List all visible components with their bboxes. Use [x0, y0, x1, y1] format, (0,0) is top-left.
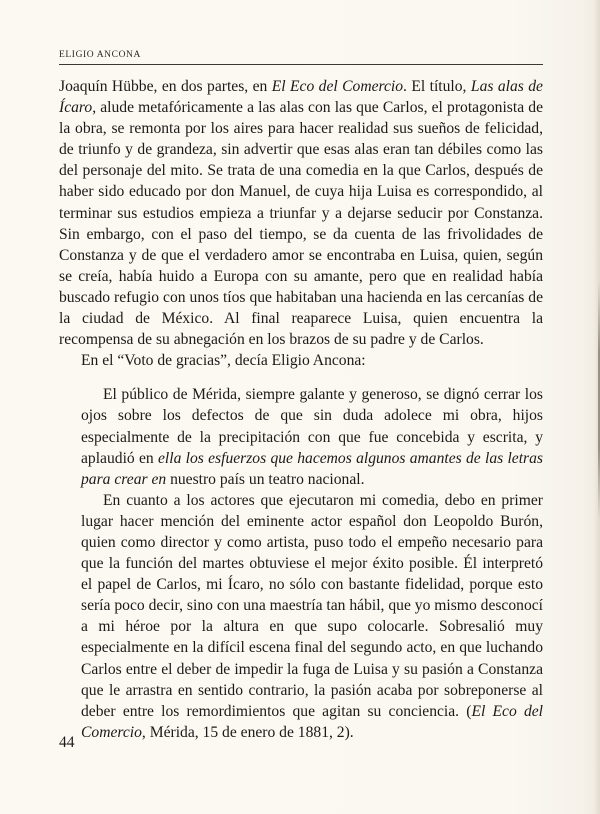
body-text [59, 76, 543, 743]
running-head: ELIGIO ANCONA [59, 50, 141, 60]
text-run: Joaquín Hübbe, en dos partes, en [59, 78, 272, 95]
text-run: El público de Mérida, siempre galante y generoso, se dignó cerrar los ojos sobre los defectos de que sin duda adolece mi obra, hijos especialmente de la precipitación con que fue concebida y escrita, y aplaudió en [81, 386, 543, 467]
quote-paragraph-2 [81, 490, 543, 743]
text-run: , alude metafóricamente a las alas con las que Carlos, el protagonista de la obra, se remonta por los aires para hacer realidad sus sueños de felicidad, de triunfo y de grandeza, sin advertir que esas alas eran tan débiles como las del personaje del mito. Se trata de una comedia en la que Carlos, después de haber sido educado por don Manuel, de cuya hija Luisa es correspondido, al terminar sus estudios empieza a triunfar y a dejarse seducir por Constanza. Sin embargo, con el paso del tiempo, se da cuenta de las frivolidades de Constanza y de que el verdadero amor se encontraba en Luisa, quien, según se creía, había huido a Europa con su amante, pero que en realidad había buscado refugio con unos tíos que habitaban una hacienda en las cercanías de la ciudad de México. Al final reaparece Luisa, quien encuentra la recompensa de su abnegación en los brazos de su padre y de Carlos. [59, 99, 543, 349]
text-run: nuestro país un teatro nacional. [166, 470, 365, 488]
italic-run: El Eco del Comercio [81, 702, 543, 741]
italic-run: ella los esfuerzos que hacemos algunos amantes de las letras para crear en [81, 449, 543, 488]
text-run: . El título, [403, 78, 471, 95]
italic-run: Las alas de Ícaro [59, 78, 543, 117]
page-number: 44 [59, 734, 75, 751]
italic-run: El Eco del Comercio [271, 78, 404, 95]
paragraph-1 [59, 76, 543, 350]
quote-paragraph-1 [81, 384, 543, 489]
text-run: En cuanto a los actores que ejecutaron mi comedia, debo en primer lugar hacer mención del eminente actor español don Leopoldo Burón, quien como director y como artista, puso todo el empeño necesario para que la función del martes obtuviese el mejor éxito posible. Él interpretó el papel de Carlos, mi Ícaro, no sólo con bastante fidelidad, porque esto sería poco decir, sino con una maestría tan hábil, que yo mismo desconocí a mi héroe por la altura en que supo colocarle. Sobresalió muy especialmente en la difícil escena final del segundo acto, en que luchando Carlos entre el deber de impedir la fuga de Luisa y su pasión a Constanza que le arrastra en sentido contrario, la pasión acaba por sobreponerse al deber entre los remordimientos que agitan su conciencia. ( [81, 491, 543, 720]
header-rule [59, 64, 543, 65]
block-quote [59, 384, 543, 743]
paragraph-2: En el “Voto de gracias”, decía Eligio Ancona: [81, 352, 366, 370]
text-run: , Mérida, 15 de enero de 1881, 2). [141, 723, 354, 741]
